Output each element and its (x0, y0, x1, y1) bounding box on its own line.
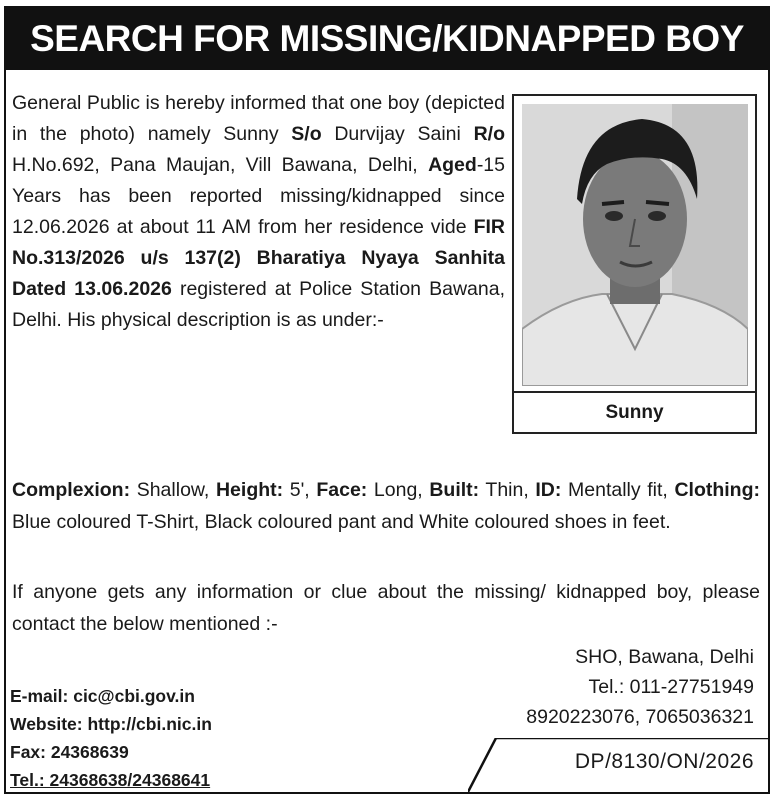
telephone-contact: Tel.: 24368638/24368641 (10, 770, 211, 790)
intro-bold-son-of: S/o (291, 123, 322, 145)
reference-box (468, 738, 768, 792)
missing-person-notice (4, 6, 770, 794)
intro-text-1: General Public is hereby informed that one boy (depicted in the photo) namely Sunny (12, 92, 505, 145)
complexion-label: Complexion: (12, 479, 131, 501)
built-value: Thin, (479, 479, 536, 501)
cbi-contact-block (10, 682, 212, 794)
missing-boy-photo (522, 104, 748, 386)
clothing-value: Blue coloured T-Shirt, Black coloured pant and White coloured shoes in feet. (12, 511, 671, 533)
intro-text-4: -15 Years has been reported missing/kidnapped since 12.06.2026 at about 11 AM from her residence vide (12, 154, 505, 238)
height-value: 5', (283, 479, 317, 501)
face-value: Long, (367, 479, 430, 501)
intro-paragraph (12, 88, 505, 336)
portrait-image (522, 104, 748, 386)
fax-contact: Fax: 24368639 (10, 742, 129, 762)
notice-title: SEARCH FOR MISSING/KIDNAPPED BOY (6, 8, 768, 70)
intro-bold-resident-of: R/o (473, 123, 505, 145)
email-contact: E-mail: cic@cbi.gov.in (10, 686, 195, 706)
id-label: ID: (535, 479, 562, 501)
intro-text-5: registered at Police Station Bawana, Delhi. His physical description is as under:- (12, 278, 505, 331)
reference-code: DP/8130/ON/2026 (574, 750, 754, 773)
intro-text-3: H.No.692, Pana Maujan, Vill Bawana, Delhi, (12, 154, 429, 176)
id-value: Mentally fit, (561, 479, 675, 501)
intro-text-2: Durvijay Saini (321, 123, 474, 145)
clothing-label: Clothing: (674, 479, 760, 501)
complexion-value: Shallow, (130, 479, 216, 501)
intro-bold-fir: FIR No.313/2026 u/s 137(2) Bharatiya Nyaya Sanhita Dated 13.06.2026 (12, 216, 505, 300)
photo-caption: Sunny (514, 391, 755, 433)
website-contact: Website: http://cbi.nic.in (10, 714, 212, 734)
sho-office: SHO, Bawana, Delhi (575, 646, 754, 668)
sho-contact-block (526, 642, 754, 732)
sho-mobile-numbers: 8920223076, 7065036321 (526, 706, 754, 728)
height-label: Height: (215, 479, 284, 501)
face-label: Face: (316, 479, 368, 501)
sho-telephone: Tel.: 011-27751949 (588, 676, 754, 698)
built-label: Built: (429, 479, 480, 501)
physical-description (12, 474, 760, 538)
appeal-paragraph: If anyone gets any information or clue about the missing/ kidnapped boy, please contact the below mentioned :- (12, 581, 760, 635)
photo-frame (512, 94, 757, 434)
intro-bold-aged: Aged (428, 154, 477, 176)
